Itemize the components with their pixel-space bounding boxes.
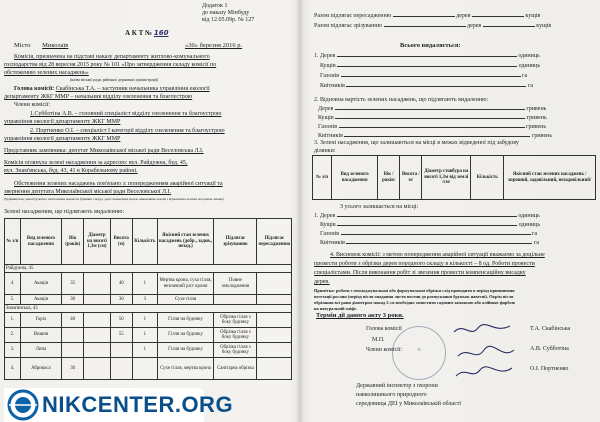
cell (84, 343, 110, 358)
cut-label: Разом підлягає зрізуванню (314, 23, 383, 29)
cut-line (314, 23, 551, 29)
blank-line (346, 86, 526, 87)
planted-title-1: 3. Зелені насадження, що залишаються на місці в межах відведеної під забудову (314, 140, 519, 146)
conclusion-1: 4. Висновок комісії: з метою попередження аварійної ситуації вважаємо за доцільне (330, 252, 545, 258)
cell: 1 (132, 343, 157, 358)
cell: Сухе гілля (157, 295, 214, 305)
cell: 1 (132, 273, 157, 295)
restore-unit: гривень (526, 115, 547, 121)
cell (257, 343, 292, 358)
removed-label: Квітників (320, 83, 345, 89)
restore-label: Кущів (318, 115, 334, 121)
removed-item (320, 83, 533, 89)
blank-line (341, 234, 531, 235)
col-species: Вид зеленого насадження (332, 156, 378, 200)
cut-trees-unit: дерев (467, 23, 482, 29)
validity: Термін дії даного акту 3 роки. (316, 312, 404, 319)
col-count: Кількість (470, 156, 503, 200)
member-2: 2. Портненко О.І. – спеціаліст I категорії відділу озеленення та благоустрою (30, 128, 225, 134)
group-row (5, 305, 292, 313)
col-diameter: Діаметр стовбура на висоті 1,3м від землі /см/ (422, 156, 471, 200)
blank-line (337, 216, 517, 217)
group-row (5, 265, 292, 273)
cell: Гілля на будинку (157, 343, 214, 358)
note-1: Примітка: роботи з омолоджувальної або формувальної обрізки слід проводити в період припинення (314, 288, 515, 293)
planted-title-2: ділянки: (314, 148, 336, 154)
group-name: Райдужна, 45 (5, 265, 292, 273)
restore-item (318, 106, 546, 112)
cell (84, 273, 110, 295)
cell (84, 295, 110, 305)
watermark-logo (4, 388, 234, 422)
cell: Сухе гілля, мертва крона (157, 358, 214, 380)
col-num: № з/п (5, 219, 21, 265)
blank-line (337, 225, 517, 226)
cell: Горіх (20, 313, 61, 328)
table-row (5, 295, 292, 305)
cell (132, 358, 157, 380)
restore-item (318, 124, 546, 130)
col-condition: Якісний стан зелених насаджень (добр., задов., незад.) (157, 219, 214, 265)
representative: Представник замовника: депутат Миколаївської міської ради Веселовська Л.І. (4, 148, 204, 154)
commission-text-3: обстеженню зелених насаджень» (4, 70, 89, 76)
member-1: 1.Субботіна А.В. – головний спеціаліст відділу озеленення та благоустрою (30, 111, 222, 117)
kept-item (314, 213, 540, 219)
appendix-line-3: від 12.05.09р. № 127 (202, 17, 255, 23)
table-row (5, 358, 292, 380)
col-condition: Якісний стан зелених насаджень /хороший, задовільний, незадовільний/ (504, 156, 596, 200)
inspector-2: навколишнього природного (356, 392, 427, 398)
table-row (5, 343, 292, 358)
head-value-2: департаменту ЖКГ ММР – начальник відділу озеленення та благоустрою (4, 94, 193, 100)
inspected-1: Комісія оглянула зелені насадження за адресою: вул. Райдужна, буд. 45, (4, 160, 188, 166)
removed-item (314, 53, 584, 59)
sign-m2: О.І. Портненко (530, 366, 569, 372)
cut-bushes-unit: кущів (536, 23, 552, 29)
table-row (5, 328, 292, 343)
cell: Повне омолодження (214, 273, 257, 295)
inspected-2: вул. Знам'янська, буд. 43, 41 в Корабельному районі. (4, 168, 138, 174)
kept-unit: одиниць (518, 213, 540, 219)
cell: 30 (62, 358, 84, 380)
restore-label: Дерев (318, 106, 334, 112)
conclusion-2: провести роботи з обрізки дерев породного складу в кількості – 8 од. Роботи провести (314, 261, 535, 267)
cell: 35 (62, 273, 84, 295)
watermark-brand: NIKCENTER.ORG (42, 392, 234, 417)
globe-icon (4, 388, 44, 422)
cell: 4. (5, 273, 21, 295)
kept-label: 1. Дерев (314, 213, 336, 219)
replant-bushes-unit: кущів (525, 13, 541, 19)
table-title: Зелені насадження, що підлягають видаленню: (4, 209, 125, 215)
col-cut: Підлягає зрізуванню (214, 219, 257, 265)
cut-bushes-blank (483, 26, 535, 27)
col-age: Вік (років) (62, 219, 84, 265)
head-value: Скабінська Т.А. – заступник начальника управління екології (55, 86, 210, 92)
city-value: Миколаїв (42, 42, 69, 49)
restore-label: Газонів (318, 124, 338, 130)
removed-unit: га (527, 83, 534, 89)
cell: 3 (132, 295, 157, 305)
cell (110, 358, 132, 380)
replant-label: Разом підлягає пересадженню (314, 13, 392, 19)
kept-item (320, 231, 537, 237)
sign-m1: А.В. Субботіна (530, 346, 569, 352)
cell: Мертва крона, суха гілля, незначний ріст крони (157, 273, 214, 295)
kept-unit: га (533, 240, 540, 246)
act-title-prefix: А К Т № (125, 29, 153, 37)
reason-1: Обстеження зелених насаджень пов'язано з: попередженням аварійної ситуації та (14, 181, 223, 187)
cell (257, 313, 292, 328)
restore-title: 2. Відновна вартість зелених насаджень, що підлягають видаленню: (314, 97, 489, 103)
removed-item (320, 73, 527, 79)
col-height: Висота (м) (110, 219, 132, 265)
cell: Обрізка гілля з боку будинку (214, 313, 257, 328)
kept-table-header (313, 156, 596, 200)
members-label: Члени комісії: (14, 102, 51, 108)
blank-line (337, 56, 517, 57)
restore-item (318, 133, 552, 139)
kept-unit: га (532, 231, 538, 237)
removed-title: Всього видаляється: (400, 42, 461, 49)
kept-title: З усього залишається на місці: (340, 204, 419, 210)
blank-line (335, 109, 525, 110)
cell: Акація (20, 295, 61, 305)
col-species: Вид зеленого насадження (20, 219, 61, 265)
commission-text-2: господарства від 28 вересня 2015 року № 101 «Про затвердження складу комісії по (4, 62, 217, 68)
removed-unit: га (522, 73, 528, 79)
inspector-3: середовища ДЕІ у Миколаївській області (356, 401, 462, 407)
cell: Гілля на будинку (157, 313, 214, 328)
act-number: 160 (153, 29, 169, 37)
cell (257, 273, 292, 295)
cell: 40 (62, 313, 84, 328)
commission-head (14, 86, 210, 92)
cell: 4. (5, 358, 21, 380)
cell (84, 328, 110, 343)
conclusion-3: спеціалістами. Після виконання робіт зі звезення провести компенсаційну висадку (314, 270, 526, 276)
seal-center: ★ (416, 347, 422, 353)
commission-note: (назва міської ради, районної державної адміністрації) (70, 78, 159, 82)
removal-table (4, 218, 292, 380)
col-count: Кількість (132, 219, 157, 265)
col-diameter: Діаметр на висоті 1,3м (см) (84, 219, 110, 265)
sign-mp: М.П. (372, 337, 385, 343)
replant-bushes-blank (472, 16, 524, 17)
kept-unit: одиниць (518, 222, 541, 228)
note-4: на натуральній оліфі. (314, 306, 357, 311)
cell: Абрикоса (20, 358, 61, 380)
blank-line (344, 136, 530, 137)
cell (62, 328, 84, 343)
sign-head-label: Голова комісії (366, 326, 402, 332)
cell: 50 (110, 313, 132, 328)
removed-item (320, 63, 540, 69)
cell (62, 343, 84, 358)
cell: Обрізка гілля з боку будинку (214, 328, 257, 343)
cell: Санітарна обрізка (214, 358, 257, 380)
restore-unit: гривень (526, 106, 547, 112)
act-city-line (14, 42, 68, 49)
cell: Обрізка гілля з боку будинку (214, 343, 257, 358)
blank-line (337, 66, 517, 67)
page-fold (296, 0, 304, 422)
removed-label: Кущів (320, 63, 336, 69)
cell (84, 358, 110, 380)
removed-label: Газонів (320, 73, 340, 79)
note-3: обрізання всі рани діаметром понад 2 см необхідно зачистити садовим замазкою або олійною фарбою (314, 300, 515, 305)
removed-unit: одиниць (518, 53, 540, 59)
cell: Акація (20, 273, 61, 295)
cell: 40 (110, 273, 132, 295)
cell: 3. (5, 343, 21, 358)
act-date: «30» березня 2016 р. (185, 42, 243, 49)
kept-item (320, 240, 539, 246)
cell (257, 358, 292, 380)
appendix-line-2: до наказу Мінбуду (202, 10, 250, 16)
sign-head-name: Т.А. Скабінська (530, 326, 571, 332)
removed-label: 1. Дерев (314, 53, 336, 59)
col-replant: Підлягає пересадженню (257, 219, 292, 265)
restore-item (318, 115, 547, 121)
cell (110, 343, 132, 358)
cell: 30 (62, 295, 84, 305)
cell: 1 (132, 313, 157, 328)
appendix-line-1: Додаток 1 (202, 3, 228, 9)
cell (84, 313, 110, 328)
commission-text-1: Комісія, призначена на підставі наказу департаменту житлово-комунального (14, 54, 210, 60)
inspector-1: Державний інспектор з охорони (356, 383, 438, 389)
cell (214, 295, 257, 305)
cell (257, 295, 292, 305)
blank-line (341, 76, 521, 77)
cell: 1 (132, 328, 157, 343)
restore-unit: гривень (526, 124, 547, 130)
member-1b: управління екології департаменту ЖКГ ММР (4, 119, 121, 125)
note-2: вегетації рослин (період після опадання листя восени до розпускання бруньок навесні). Окрім після (314, 294, 514, 299)
table-row (5, 313, 292, 328)
group-name: Знам'янська, 43 (5, 305, 292, 313)
reason-2: звернення депутата Миколаївської міської ради Веселовської Л.І. (4, 189, 172, 195)
cell: Вишня (20, 328, 61, 343)
act-title (125, 29, 168, 37)
replant-line (314, 13, 540, 19)
restore-unit: гривень (531, 133, 553, 139)
replant-trees-unit: дерев (456, 13, 471, 19)
removed-unit: одиниць (518, 63, 541, 69)
sign-members-label: Члени комісії: (366, 347, 403, 353)
cell: Гілля на будинку (157, 328, 214, 343)
kept-label: Кущів (320, 222, 336, 228)
blank-line (346, 243, 532, 244)
signatures (450, 320, 520, 382)
city-label: Місто (14, 42, 31, 49)
cell: 1. (5, 313, 21, 328)
cell: Липа (20, 343, 61, 358)
removal-table-header (5, 219, 292, 265)
member-2b: управління екології департаменту ЖКГ ММР (4, 136, 121, 142)
reason-note: (будівництвом, реконструкцією, капітальним ремонтом будинків, споруд, доріг, інженерних мереж, виконанням заходів з відновлення зелених насаджень, іншим) (4, 197, 224, 201)
cell: 5. (5, 295, 21, 305)
blank-line (339, 127, 525, 128)
col-num: № з/п (313, 156, 332, 200)
cell: 2. (5, 328, 21, 343)
col-age: Вік /років/ (378, 156, 400, 200)
blank-line (335, 118, 525, 119)
kept-label: Газонів (320, 231, 340, 237)
round-seal (392, 326, 446, 380)
conclusion-4: дерев. (314, 279, 330, 285)
replant-trees-blank (393, 16, 455, 17)
table-row (5, 273, 292, 295)
kept-table (312, 155, 596, 200)
restore-label: Квітників (318, 133, 343, 139)
head-label: Голова комісії: (14, 86, 55, 92)
cut-trees-blank (384, 26, 466, 27)
cell: 30 (110, 295, 132, 305)
kept-item (320, 222, 540, 228)
cell: 55 (110, 328, 132, 343)
col-height: Висота /м/ (400, 156, 422, 200)
cell (257, 328, 292, 343)
kept-label: Квітників (320, 240, 345, 246)
